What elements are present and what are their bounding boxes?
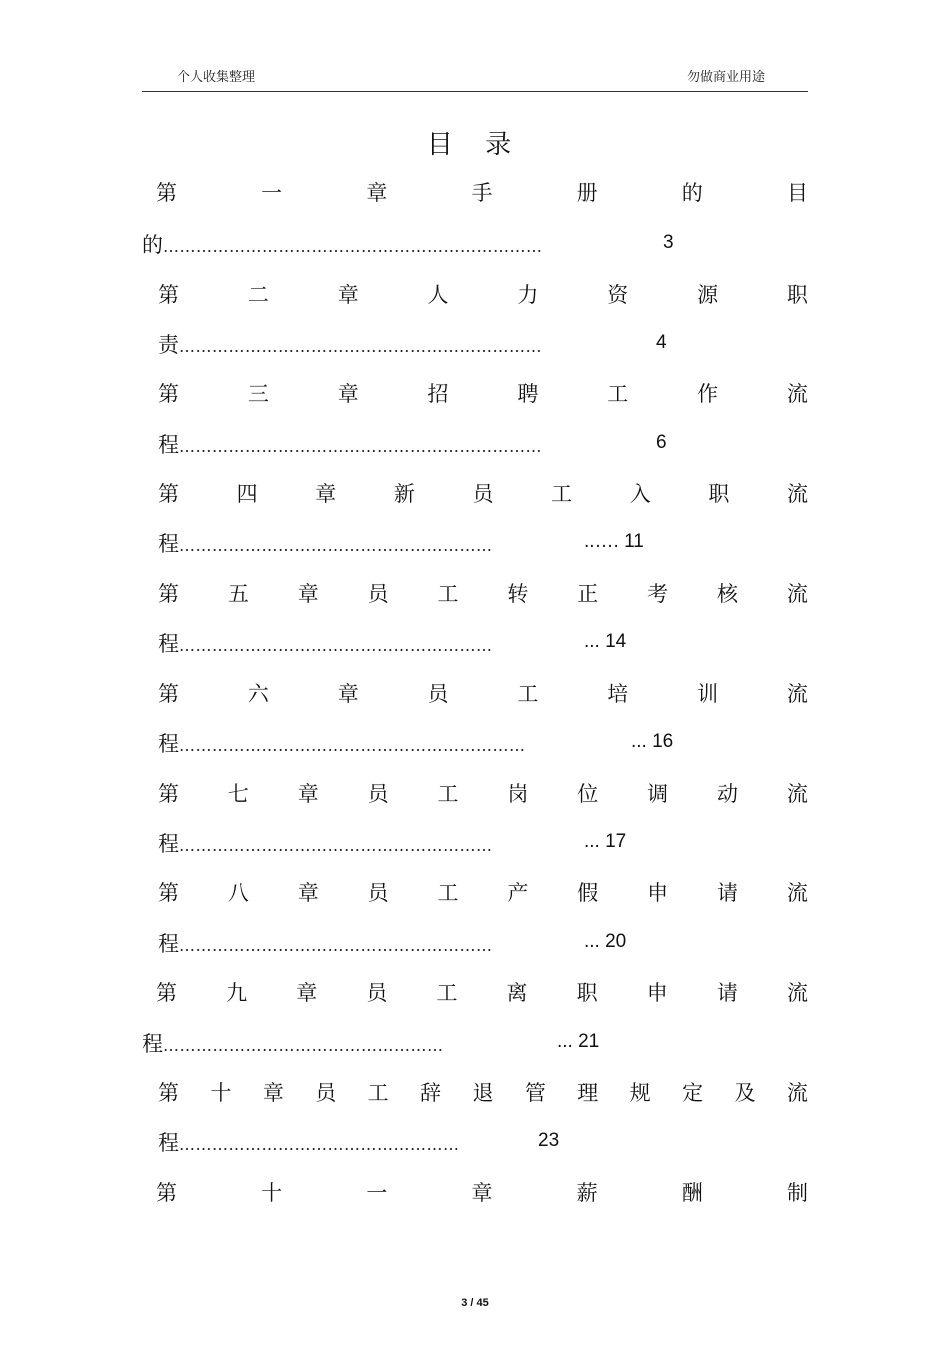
toc-heading-char: 调: [647, 782, 669, 806]
page-title: 目 录: [426, 130, 524, 160]
toc-page-number: ... 16: [631, 731, 674, 752]
toc-heading-char: 规: [629, 1081, 651, 1105]
toc-heading-char: 薪: [576, 1181, 598, 1205]
toc-heading-char: 工: [517, 682, 539, 706]
toc-entry-leader: [158, 329, 542, 359]
toc-heading-char: 职: [576, 981, 598, 1005]
toc-entry-heading: [156, 977, 808, 1007]
toc-entry-leader: [158, 728, 526, 758]
toc-heading-char: 流: [787, 482, 808, 506]
toc-leader-dots: …………………………………………………: [179, 536, 493, 555]
toc-entry-heading: [158, 678, 808, 708]
toc-heading-char: 资: [607, 283, 629, 307]
toc-leader-dots: …………………………………………………………: [179, 437, 542, 456]
toc-heading-char: 新: [393, 482, 415, 506]
toc-heading-char: 聘: [517, 382, 539, 406]
toc-heading-char: 二: [247, 283, 269, 307]
toc-heading-char: 工: [437, 582, 459, 606]
toc-heading-char: 请: [716, 981, 738, 1005]
toc-leader-dots: ………………………………………………………: [179, 736, 526, 755]
toc-leader-dots: …………………………………………………: [179, 936, 493, 955]
toc-entry-heading: [158, 378, 808, 408]
toc-page-number: ... 17: [584, 831, 627, 852]
toc-heading-char: 一: [366, 1181, 388, 1205]
toc-entry-heading: [156, 1177, 808, 1207]
toc-heading-char: 第: [158, 881, 179, 905]
toc-heading-char: 职: [786, 283, 808, 307]
toc-heading-char: 九: [226, 981, 248, 1005]
toc-heading-char: 章: [337, 382, 359, 406]
page-number: 3 / 45: [461, 1297, 489, 1309]
toc-entry-leader: [158, 828, 493, 858]
toc-heading-char: 辞: [420, 1081, 442, 1105]
toc-heading-char: 三: [247, 382, 269, 406]
toc-heading-char: 工: [437, 881, 459, 905]
toc-heading-char: 第: [158, 1081, 179, 1105]
toc-page-number: 23: [538, 1130, 560, 1151]
toc-heading-char: 四: [236, 482, 258, 506]
toc-heading-char: 第: [158, 283, 179, 307]
toc-heading-char: 员: [367, 782, 389, 806]
toc-heading-char: 第: [158, 482, 179, 506]
toc-heading-char: 目: [786, 181, 808, 205]
toc-entry-heading: [158, 478, 808, 508]
toc-page-number: ..…. 11: [584, 531, 644, 552]
toc-heading-char: 流: [786, 682, 808, 706]
toc-entry-heading: [158, 279, 808, 309]
toc-page-number: 4: [656, 332, 667, 353]
toc-heading-char: 职: [708, 482, 730, 506]
toc-heading-char: 申: [647, 881, 669, 905]
toc-entry-leader: [158, 429, 542, 459]
toc-heading-char: 转: [507, 582, 529, 606]
toc-heading-char: 第: [158, 782, 179, 806]
toc-entry-tail: 程: [158, 532, 179, 556]
toc-heading-char: 产: [507, 881, 529, 905]
toc-heading-char: 章: [297, 881, 319, 905]
toc-heading-char: 定: [682, 1081, 704, 1105]
toc-heading-char: 章: [296, 981, 318, 1005]
toc-leader-dots: …………………………………………………: [179, 636, 493, 655]
toc-entry-tail: 责: [158, 333, 179, 357]
toc-heading-char: 十: [210, 1081, 232, 1105]
toc-entry-tail: 程: [158, 433, 179, 457]
toc-heading-char: 工: [367, 1081, 389, 1105]
toc-page-number: 6: [656, 432, 667, 453]
header-left: 个人收集整理: [177, 70, 256, 85]
toc-heading-char: 工: [436, 981, 458, 1005]
toc-heading-char: 作: [697, 382, 719, 406]
toc-entry-heading: [158, 578, 808, 608]
toc-heading-char: 章: [262, 1081, 284, 1105]
header-right: 勿做商业用途: [686, 70, 765, 85]
toc-entry-tail: 程: [158, 832, 179, 856]
toc-heading-char: 五: [227, 582, 249, 606]
toc-entry-leader: [158, 628, 493, 658]
toc-heading-char: 十: [261, 1181, 283, 1205]
toc-heading-char: 章: [337, 682, 359, 706]
toc-heading-char: 工: [551, 482, 573, 506]
toc-leader-dots: ……………………………………………: [163, 1036, 444, 1055]
toc-entry-tail: 程: [158, 932, 179, 956]
toc-heading-char: 第: [156, 981, 177, 1005]
toc-heading-char: 力: [517, 283, 539, 307]
toc-heading-char: 流: [786, 981, 808, 1005]
toc-entry-heading: [156, 177, 808, 207]
toc-heading-char: 章: [297, 782, 319, 806]
toc-heading-char: 章: [337, 283, 359, 307]
toc-entry-heading: [158, 877, 808, 907]
toc-heading-char: 岗: [507, 782, 529, 806]
toc-leader-dots: …………………………………………………: [179, 836, 493, 855]
toc-entry-tail: 程: [142, 1032, 163, 1056]
toc-heading-char: 制: [786, 1181, 808, 1205]
toc-leader-dots: …………………………………………………………: [179, 337, 542, 356]
toc-entry-tail: 程: [158, 632, 179, 656]
toc-heading-char: 员: [427, 682, 449, 706]
toc-page-number: ... 20: [584, 931, 627, 952]
toc-heading-char: 管: [524, 1081, 546, 1105]
toc-heading-char: 员: [367, 582, 389, 606]
toc-heading-char: 申: [646, 981, 668, 1005]
toc-heading-char: 培: [607, 682, 629, 706]
toc-heading-char: 退: [472, 1081, 494, 1105]
toc-entry-leader: [158, 528, 493, 558]
toc-entry-leader: [158, 1127, 460, 1157]
toc-heading-char: 员: [315, 1081, 337, 1105]
toc-leader-dots: ……………………………………………………………: [163, 237, 543, 256]
toc-entry-heading: [158, 778, 808, 808]
toc-heading-char: 章: [366, 181, 388, 205]
header-rule: [142, 91, 808, 92]
toc-heading-char: 流: [786, 881, 808, 905]
toc-heading-char: 流: [786, 582, 808, 606]
toc-heading-char: 源: [697, 283, 719, 307]
toc-heading-char: 六: [247, 682, 269, 706]
toc-heading-char: 工: [437, 782, 459, 806]
toc-heading-char: 位: [577, 782, 599, 806]
toc-heading-char: 八: [227, 881, 249, 905]
toc-leader-dots: ……………………………………………: [179, 1135, 460, 1154]
toc-entry-tail: 的: [142, 233, 163, 257]
toc-page-number: 3: [663, 232, 674, 253]
toc-heading-char: 员: [366, 981, 388, 1005]
toc-heading-char: 正: [577, 582, 599, 606]
toc-heading-char: 流: [786, 782, 808, 806]
toc-heading-char: 考: [647, 582, 669, 606]
toc-heading-char: 一: [261, 181, 283, 205]
toc-heading-char: 第: [156, 1181, 177, 1205]
toc-entry-tail: 程: [158, 1131, 179, 1155]
toc-heading-char: 第: [156, 181, 177, 205]
toc-heading-char: 动: [717, 782, 738, 806]
toc-heading-char: 章: [315, 482, 337, 506]
toc-heading-char: 第: [158, 582, 179, 606]
toc-heading-char: 手: [471, 181, 493, 205]
toc-heading-char: 章: [297, 582, 319, 606]
toc-heading-char: 第: [158, 682, 179, 706]
toc-entry-heading: [158, 1077, 808, 1107]
toc-heading-char: 第: [158, 382, 179, 406]
toc-heading-char: 册: [576, 181, 598, 205]
toc-heading-char: 假: [577, 881, 599, 905]
toc-entry-leader: [158, 928, 493, 958]
toc-entry-leader: [142, 229, 543, 259]
toc-page-number: ... 21: [557, 1031, 600, 1052]
toc-heading-char: 工: [607, 382, 629, 406]
toc-heading-char: 章: [471, 1181, 493, 1205]
toc-heading-char: 离: [506, 981, 528, 1005]
toc-heading-char: 的: [681, 181, 703, 205]
toc-entry-tail: 程: [158, 732, 179, 756]
toc-heading-char: 理: [577, 1081, 599, 1105]
toc-heading-char: 七: [227, 782, 249, 806]
toc-entry-leader: [142, 1028, 444, 1058]
toc-heading-char: 及: [734, 1081, 756, 1105]
toc-heading-char: 酬: [681, 1181, 703, 1205]
toc-page-number: ... 14: [584, 631, 627, 652]
toc-heading-char: 请: [717, 881, 738, 905]
toc-heading-char: 人: [427, 283, 449, 307]
toc-heading-char: 流: [786, 382, 808, 406]
toc-heading-char: 招: [427, 382, 449, 406]
toc-heading-char: 员: [367, 881, 389, 905]
toc-heading-char: 入: [629, 482, 651, 506]
toc-heading-char: 流: [786, 1081, 808, 1105]
toc-heading-char: 训: [697, 682, 719, 706]
toc-heading-char: 员: [472, 482, 494, 506]
toc-heading-char: 核: [717, 582, 738, 606]
